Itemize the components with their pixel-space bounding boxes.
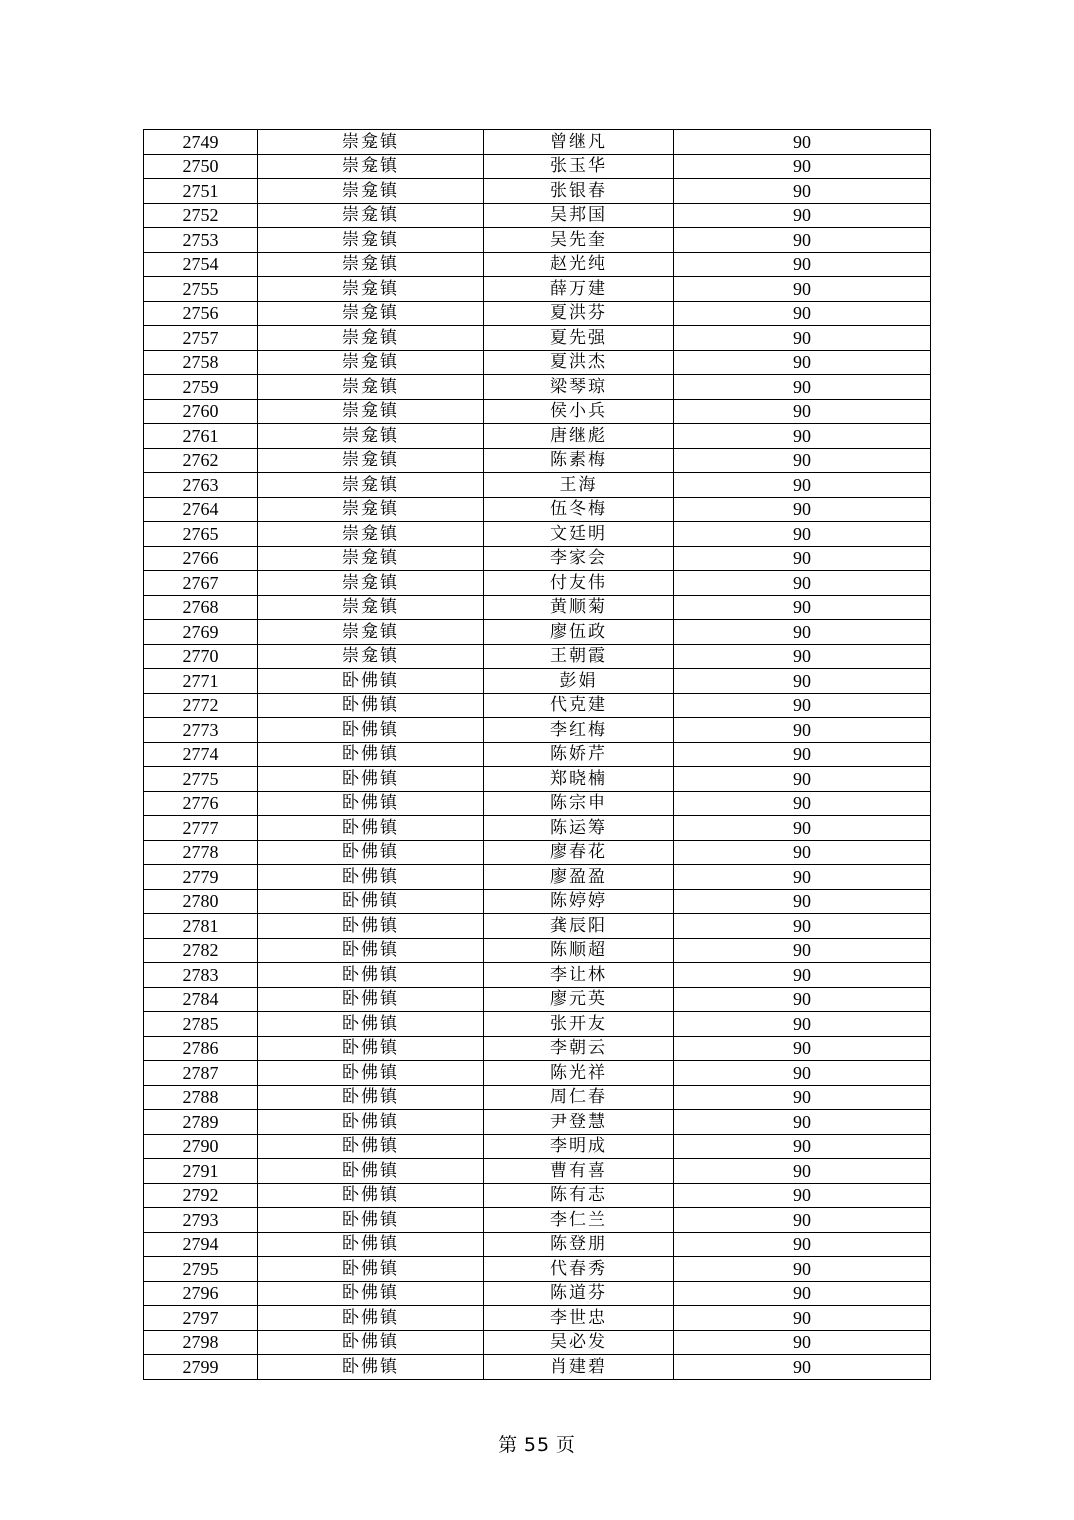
cell-town: 崇龛镇 [258,252,484,277]
table-row [144,326,931,351]
cell-score: 90 [674,130,931,155]
cell-name: 李仁兰 [484,1208,674,1233]
cell-number: 2795 [144,1257,258,1282]
cell-town: 崇龛镇 [258,326,484,351]
cell-score: 90 [674,326,931,351]
cell-number: 2779 [144,865,258,890]
cell-number: 2758 [144,350,258,375]
cell-town: 崇龛镇 [258,301,484,326]
cell-town: 崇龛镇 [258,350,484,375]
cell-name: 付友伟 [484,571,674,596]
table-row [144,1281,931,1306]
cell-name: 陈顺超 [484,938,674,963]
cell-town: 卧佛镇 [258,816,484,841]
table-row [144,375,931,400]
cell-number: 2762 [144,448,258,473]
table-row [144,179,931,204]
cell-score: 90 [674,522,931,547]
cell-name: 彭娟 [484,669,674,694]
cell-score: 90 [674,571,931,596]
table-row [144,277,931,302]
cell-score: 90 [674,914,931,939]
cell-number: 2785 [144,1012,258,1037]
cell-town: 崇龛镇 [258,571,484,596]
cell-number: 2759 [144,375,258,400]
cell-score: 90 [674,718,931,743]
page-footer [0,1430,1074,1457]
cell-town: 卧佛镇 [258,1110,484,1135]
cell-number: 2794 [144,1232,258,1257]
cell-name: 李世忠 [484,1306,674,1331]
page-footer-suffix: 页 [555,1434,576,1456]
cell-name: 曾继凡 [484,130,674,155]
cell-name: 唐继彪 [484,424,674,449]
cell-name: 夏洪杰 [484,350,674,375]
table-row [144,1012,931,1037]
cell-name: 曹有喜 [484,1159,674,1184]
table-row [144,889,931,914]
cell-score: 90 [674,1281,931,1306]
cell-name: 陈光祥 [484,1061,674,1086]
cell-name: 陈宗申 [484,791,674,816]
cell-score: 90 [674,228,931,253]
roster-table [143,129,931,1380]
cell-score: 90 [674,865,931,890]
cell-score: 90 [674,644,931,669]
cell-name: 代克建 [484,693,674,718]
cell-score: 90 [674,1134,931,1159]
cell-number: 2757 [144,326,258,351]
cell-score: 90 [674,963,931,988]
cell-name: 夏先强 [484,326,674,351]
cell-score: 90 [674,448,931,473]
table-row [144,522,931,547]
cell-town: 崇龛镇 [258,228,484,253]
cell-name: 陈道芬 [484,1281,674,1306]
cell-name: 陈运筹 [484,816,674,841]
cell-town: 卧佛镇 [258,1134,484,1159]
cell-number: 2773 [144,718,258,743]
cell-number: 2786 [144,1036,258,1061]
cell-number: 2791 [144,1159,258,1184]
table-row [144,1306,931,1331]
cell-number: 2783 [144,963,258,988]
cell-name: 廖盈盈 [484,865,674,890]
table-row [144,791,931,816]
cell-town: 崇龛镇 [258,130,484,155]
cell-number: 2798 [144,1330,258,1355]
cell-score: 90 [674,1110,931,1135]
cell-number: 2782 [144,938,258,963]
cell-town: 崇龛镇 [258,473,484,498]
table-row [144,252,931,277]
cell-name: 郑晓楠 [484,767,674,792]
cell-number: 2772 [144,693,258,718]
cell-name: 陈娇芹 [484,742,674,767]
table-row [144,1036,931,1061]
cell-town: 卧佛镇 [258,1085,484,1110]
table-row [144,914,931,939]
cell-score: 90 [674,693,931,718]
cell-score: 90 [674,1061,931,1086]
cell-number: 2750 [144,154,258,179]
cell-town: 卧佛镇 [258,889,484,914]
cell-name: 肖建碧 [484,1355,674,1380]
cell-town: 崇龛镇 [258,448,484,473]
table-row [144,963,931,988]
cell-score: 90 [674,938,931,963]
cell-score: 90 [674,620,931,645]
table-row [144,203,931,228]
cell-number: 2765 [144,522,258,547]
cell-town: 卧佛镇 [258,914,484,939]
cell-score: 90 [674,1036,931,1061]
cell-score: 90 [674,301,931,326]
cell-town: 卧佛镇 [258,718,484,743]
cell-number: 2796 [144,1281,258,1306]
cell-town: 卧佛镇 [258,1159,484,1184]
page-footer-prefix: 第 [498,1434,519,1456]
table-row [144,1355,931,1380]
cell-number: 2767 [144,571,258,596]
cell-town: 崇龛镇 [258,375,484,400]
cell-name: 陈登朋 [484,1232,674,1257]
table-row [144,1232,931,1257]
cell-town: 崇龛镇 [258,497,484,522]
table-row [144,987,931,1012]
cell-score: 90 [674,767,931,792]
table-row [144,1183,931,1208]
cell-number: 2753 [144,228,258,253]
cell-name: 梁琴琼 [484,375,674,400]
cell-score: 90 [674,595,931,620]
cell-number: 2792 [144,1183,258,1208]
cell-town: 崇龛镇 [258,277,484,302]
cell-score: 90 [674,179,931,204]
cell-town: 卧佛镇 [258,938,484,963]
cell-town: 卧佛镇 [258,1355,484,1380]
cell-number: 2766 [144,546,258,571]
cell-town: 卧佛镇 [258,1061,484,1086]
cell-town: 卧佛镇 [258,1012,484,1037]
cell-town: 卧佛镇 [258,1232,484,1257]
table-row [144,1061,931,1086]
table-row [144,154,931,179]
cell-score: 90 [674,889,931,914]
cell-number: 2799 [144,1355,258,1380]
cell-name: 文廷明 [484,522,674,547]
cell-score: 90 [674,669,931,694]
cell-town: 崇龛镇 [258,154,484,179]
cell-name: 王朝霞 [484,644,674,669]
cell-score: 90 [674,399,931,424]
cell-number: 2756 [144,301,258,326]
cell-name: 陈素梅 [484,448,674,473]
cell-score: 90 [674,473,931,498]
cell-number: 2780 [144,889,258,914]
table-row [144,938,931,963]
table-row [144,571,931,596]
cell-name: 尹登慧 [484,1110,674,1135]
table-row [144,1208,931,1233]
table-row [144,718,931,743]
cell-number: 2788 [144,1085,258,1110]
cell-name: 廖伍政 [484,620,674,645]
cell-town: 卧佛镇 [258,1183,484,1208]
cell-name: 吴邦国 [484,203,674,228]
cell-number: 2754 [144,252,258,277]
cell-score: 90 [674,1257,931,1282]
table-row [144,595,931,620]
roster-table-body [144,130,931,1380]
table-row [144,1257,931,1282]
cell-score: 90 [674,1306,931,1331]
cell-name: 夏洪芬 [484,301,674,326]
cell-score: 90 [674,154,931,179]
cell-number: 2775 [144,767,258,792]
cell-number: 2755 [144,277,258,302]
cell-number: 2781 [144,914,258,939]
cell-number: 2787 [144,1061,258,1086]
cell-name: 张玉华 [484,154,674,179]
cell-town: 崇龛镇 [258,203,484,228]
cell-number: 2793 [144,1208,258,1233]
cell-score: 90 [674,840,931,865]
cell-town: 崇龛镇 [258,522,484,547]
table-row [144,669,931,694]
cell-town: 卧佛镇 [258,987,484,1012]
cell-name: 陈有志 [484,1183,674,1208]
cell-town: 崇龛镇 [258,399,484,424]
cell-town: 卧佛镇 [258,1281,484,1306]
cell-number: 2784 [144,987,258,1012]
table-row [144,865,931,890]
cell-score: 90 [674,1208,931,1233]
cell-name: 张银春 [484,179,674,204]
table-row [144,1330,931,1355]
cell-name: 李让林 [484,963,674,988]
cell-score: 90 [674,375,931,400]
cell-name: 李家会 [484,546,674,571]
cell-score: 90 [674,424,931,449]
cell-number: 2749 [144,130,258,155]
cell-score: 90 [674,791,931,816]
cell-name: 伍冬梅 [484,497,674,522]
cell-town: 卧佛镇 [258,1036,484,1061]
cell-number: 2752 [144,203,258,228]
cell-number: 2774 [144,742,258,767]
cell-score: 90 [674,1159,931,1184]
table-row [144,767,931,792]
table-row [144,840,931,865]
cell-town: 崇龛镇 [258,644,484,669]
cell-number: 2764 [144,497,258,522]
cell-number: 2763 [144,473,258,498]
cell-score: 90 [674,1330,931,1355]
cell-score: 90 [674,1355,931,1380]
cell-name: 李明成 [484,1134,674,1159]
cell-score: 90 [674,1232,931,1257]
cell-score: 90 [674,987,931,1012]
cell-town: 卧佛镇 [258,693,484,718]
cell-town: 卧佛镇 [258,791,484,816]
cell-number: 2789 [144,1110,258,1135]
page-number: 55 [523,1434,551,1456]
cell-score: 90 [674,742,931,767]
table-row [144,448,931,473]
table-row [144,350,931,375]
cell-name: 陈婷婷 [484,889,674,914]
cell-number: 2769 [144,620,258,645]
table-row [144,1159,931,1184]
table-row [144,693,931,718]
table-row [144,399,931,424]
cell-town: 卧佛镇 [258,1306,484,1331]
table-row [144,644,931,669]
table-row [144,228,931,253]
cell-number: 2777 [144,816,258,841]
cell-number: 2761 [144,424,258,449]
cell-name: 李朝云 [484,1036,674,1061]
cell-name: 龚辰阳 [484,914,674,939]
cell-number: 2760 [144,399,258,424]
cell-town: 崇龛镇 [258,424,484,449]
cell-number: 2778 [144,840,258,865]
cell-score: 90 [674,252,931,277]
cell-town: 卧佛镇 [258,1208,484,1233]
cell-number: 2770 [144,644,258,669]
cell-town: 卧佛镇 [258,963,484,988]
table-row [144,742,931,767]
cell-name: 廖元英 [484,987,674,1012]
cell-name: 廖春花 [484,840,674,865]
cell-name: 薛万建 [484,277,674,302]
table-row [144,301,931,326]
cell-name: 吴先奎 [484,228,674,253]
cell-number: 2790 [144,1134,258,1159]
cell-town: 卧佛镇 [258,669,484,694]
cell-town: 卧佛镇 [258,767,484,792]
table-row [144,473,931,498]
table-row [144,620,931,645]
cell-name: 周仁春 [484,1085,674,1110]
cell-score: 90 [674,546,931,571]
table-row [144,816,931,841]
cell-number: 2771 [144,669,258,694]
cell-number: 2776 [144,791,258,816]
cell-town: 卧佛镇 [258,1257,484,1282]
cell-score: 90 [674,350,931,375]
cell-score: 90 [674,1012,931,1037]
cell-number: 2751 [144,179,258,204]
cell-town: 崇龛镇 [258,179,484,204]
cell-name: 张开友 [484,1012,674,1037]
cell-name: 王海 [484,473,674,498]
table-row [144,130,931,155]
cell-score: 90 [674,1183,931,1208]
cell-name: 代春秀 [484,1257,674,1282]
cell-town: 崇龛镇 [258,595,484,620]
table-row [144,1110,931,1135]
cell-score: 90 [674,816,931,841]
cell-score: 90 [674,497,931,522]
cell-name: 侯小兵 [484,399,674,424]
cell-number: 2797 [144,1306,258,1331]
cell-town: 崇龛镇 [258,546,484,571]
table-row [144,546,931,571]
table-row [144,1085,931,1110]
cell-town: 卧佛镇 [258,742,484,767]
table-row [144,497,931,522]
table-row [144,424,931,449]
cell-number: 2768 [144,595,258,620]
cell-name: 黄顺菊 [484,595,674,620]
cell-name: 吴必发 [484,1330,674,1355]
cell-score: 90 [674,1085,931,1110]
cell-name: 李红梅 [484,718,674,743]
cell-name: 赵光纯 [484,252,674,277]
cell-town: 崇龛镇 [258,620,484,645]
cell-town: 卧佛镇 [258,1330,484,1355]
cell-score: 90 [674,203,931,228]
cell-score: 90 [674,277,931,302]
table-row [144,1134,931,1159]
cell-town: 卧佛镇 [258,840,484,865]
cell-town: 卧佛镇 [258,865,484,890]
